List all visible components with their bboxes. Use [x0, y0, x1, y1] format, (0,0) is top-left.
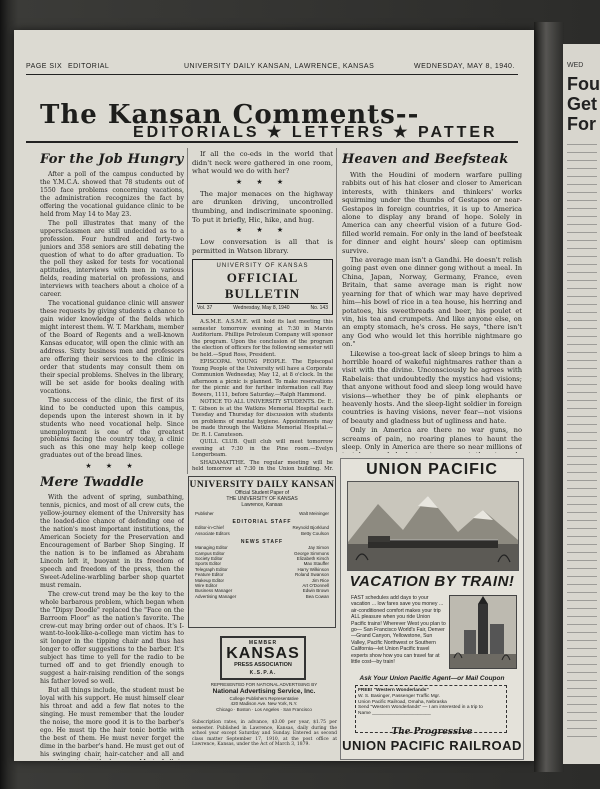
staff-person: Jim Rice: [311, 577, 329, 583]
page-title: The Kansan Comments--: [40, 100, 420, 130]
staff-role: Sports Editor: [195, 561, 222, 567]
bulletin-university: UNIVERSITY OF KANSAS: [216, 263, 309, 270]
press-association-logo: MEMBER KANSAS PRESS ASSOCIATION K.S.P.A.: [220, 636, 306, 680]
job-hungry-paragraph: After a poll of the campus conducted by the Y.M.C.A. showed that 78 students out of 1550 face problems concerning vacations, the administration recognizes the fact by offering the vocational guidance clinic to be held from May 14 to May 23.: [40, 171, 184, 218]
staff-masthead-box: [188, 476, 336, 628]
middle-paragraph: If all the co-eds in the world that didn't neck were gathered in one room, what would we do with her?: [192, 150, 333, 176]
column-rule: [336, 148, 337, 452]
title-rule: [26, 141, 518, 143]
staff-row: Associate Editors Betty Coulson: [195, 530, 329, 536]
heaven-paragraph: With the Houdini of modern warfare pulling rabbits out of his hat closer and closer to American interests, with thinkers and thinkers' works squirming under the thumbs of Gestapos or near-Gestapos in foreign countries, it is up to America alone to display any brand of hope. Solely in America can any cheerful vision of a future God-filled world remain. For only in the land of beefsteak for dinner and eight hours' sleep can optimism survive.: [342, 171, 522, 255]
staff-row: [189, 594, 335, 599]
staff-person: Jay Simon: [307, 545, 329, 551]
staff-row: Editor-in-Chief Reynold Bjorklund: [195, 525, 329, 531]
mere-twaddle-paragraph: With the advent of spring, sunbathing, tennis, picnics, and most of all crew cuts, the yellow-journey element of the University has the loaded-dice chance of defending one of the nation's most important institutions, the American Society for the Preservation and Encouragement of Barber Shop Singing. If the nation is to be inflamed as Abraham Lincoln left it, buoyant in its freedom of speech and freedom of the press, then the Sweet-Adeline-warbling barber shop quartet must remain.: [40, 494, 184, 589]
issue-date: WEDNESDAY, MAY 8, 1940.: [414, 63, 515, 70]
job-hungry-paragraph: The poll illustrates that many of the uppersclassmen are still undecided as to a profession. Four hundred and forty-two juniors and 358 seniors are still debating the question of what to do after graduation. To the poll they asked for tests for vocational aptitudes, interviews with men in various fields, reading material on professions, and interviews with teachers about a choice of a career.: [40, 219, 184, 299]
staff-person: Bea Cowan: [305, 593, 329, 599]
bulletin-item: A.S.M.E. A.S.M.E. will hold its last meeting this semester tomorrow evening at 7:30 in Marvin Auditorium. Phillips Petroleum Company will sponsor the program. Upon the conclusion of the program the election of officers for the following semester will be held.—Spud Ross, President.: [192, 319, 333, 358]
staff-role: Makeup Editor: [195, 577, 225, 583]
page-number: PAGE SIX: [26, 63, 63, 70]
heaven-paragraph: Only in America are there no war guns, no screams of pain, no roaring planes to haunt the sleep. Only in America are there so near millions of: [342, 426, 522, 451]
udk-subtitle: Official Student Paper of: [234, 490, 290, 496]
staff-role: Society Editor: [195, 556, 223, 562]
paper-name: UNIVERSITY DAILY KANSAN, LAWRENCE, KANSAS: [184, 63, 375, 70]
next-page-fragment: [563, 44, 600, 764]
page-subtitle: EDITORIALS ★ LETTERS ★ PATTER: [133, 124, 498, 141]
mere-twaddle-heading: Mere Twaddle: [40, 475, 144, 491]
union-pacific-ad: [340, 458, 524, 760]
job-hungry-heading: For the Job Hungry: [40, 152, 184, 167]
national-advertising-credit: REPRESENTED FOR NATIONAL ADVERTISING BY National Advertising Service, Inc. College Publishers Representative 420 Madison Ave. New York, N.Y. Chicago · Boston · Los Angeles · San Francisco: [210, 682, 318, 712]
city-tower-illustration: [449, 595, 517, 669]
staff-role: Campus Editor: [195, 550, 225, 556]
staff-role: Business Manager: [195, 588, 233, 594]
heaven-heading: Heaven and Beefsteak: [342, 152, 509, 167]
page-masthead: [26, 63, 518, 72]
middle-column: [192, 150, 333, 472]
ad-headline: VACATION BY TRAIN!: [349, 573, 515, 590]
column-rule: [187, 148, 188, 474]
heaven-paragraph: The average man isn't a Gandhi. He doesn't relish going past even one dinner gong without a meal. In China, Japan, Norway, Germany, France, even Britain, that same average man is right now yearning for that of which war may have deprived him—his bowl of rice in a tea house, his herring and potatoes, his sweetbreads and beer, his poulet et vin, his tea and crumpets. And like anyone else, on an empty stomach, he's cross. He says, "there isn't any God who would let this horrible nightmare go on.": [342, 256, 522, 349]
middle-paragraph: The major menaces on the highway are drunken driving, uncontrolled thumbing, and indiscriminate spooning. To put it briefly, Hic, hike, and hug.: [192, 189, 333, 224]
separator-stars: ★ ★ ★: [235, 177, 290, 186]
bulletin-item: EPISCOPAL YOUNG PEOPLE. The Episcopal Young People of the University will have a Corporate Communion Wednesday, May 12, at 8 o'clock. In the afternoon a picnic is planned. To make reservations for the picnic and for further information call Ray Bowers, 1111, before Saturday.—Ralph Hammond.: [192, 359, 333, 398]
next-page-text-lines: [567, 144, 597, 744]
staff-person: Art O'Donnell: [302, 583, 329, 589]
middle-paragraph: Low conversation is all that is permitted in Watson library.: [192, 238, 333, 255]
subscription-rates: Subscription rates, in advance, $3.00 per year, $1.75 per semester. Published in Lawrence, Kansas, daily during the school year except Saturday and Sunday. Entered as second class matter September 17, 1910, at the post office at Lawrence, Kansas, under the Act of March 3, 1879.: [192, 720, 337, 747]
bulletin-issue-line: Vol. 37 Wednesday, May 8, 1940 No. 143: [197, 305, 328, 312]
bulletin-item: QUILL CLUB. Quill club will meet tomorrow evening at 7:30 in the Pine room.—Evelyn Longerbeam.: [192, 439, 333, 459]
staff-heading: NEWS STAFF: [240, 539, 284, 546]
staff-person: George Simmons: [293, 550, 329, 556]
udk-title: UNIVERSITY DAILY KANSAN: [189, 480, 335, 490]
staff-role: Wire Editor: [195, 583, 218, 589]
bulletin-item: SHADAMATTHE. The regular meeting will be held tomorrow at 7:30 in the Union building. Mr.: [192, 459, 333, 472]
ad-call-to-action: Ask Your Union Pacific Agent—or Mail Coupon: [359, 675, 505, 682]
staff-role: Managing Editor: [195, 545, 228, 551]
job-hungry-paragraph: The vocational guidance clinic will answer these requests by giving students a chance to gain wider knowledge of the fields which might interest them. W. T. Markham, member of the Board of Regents and a well-known Kansas educator, will open the clinic with an address. Sixty business men and professors are offering their services to the clinic in order that students may consult them on their special problems. Shelves in the library, will be set aside for books dealing with vocations.: [40, 300, 184, 395]
page-binding: [534, 22, 564, 772]
staff-role: Advertising Manager: [195, 593, 237, 599]
bulletin-title: OFFICIAL BULLETIN: [224, 270, 301, 302]
ad-tagline: The Progressive: [391, 727, 473, 737]
mere-twaddle-paragraph: The crew-cut trend may be the key to the whole barbarous problem, which began when the "Dipsy Doodle" replaced the "Face on the Barroom Floor" as the nation's favorite. The crew-cut may bring order out of chaos. It's I-want-to-look-like-a-college man victim has to sit longer in the tipping chair and thus has longer to offer suggestions to the barber. It's subject has time to yell for the radio to be turned off and to get friendly enough to suggest a hair-raising rendition of the songs his father loved so well.: [40, 590, 184, 686]
staff-person: Max Stauffer: [303, 561, 329, 567]
next-page-headline: Fou Get For: [567, 74, 600, 134]
official-bulletin-header: [192, 259, 333, 315]
udk-subtitle: THE UNIVERSITY OF KANSAS: [226, 496, 298, 502]
staff-person: Roland Swanson: [294, 572, 329, 578]
right-column: [342, 148, 522, 453]
ad-brand-top: UNION PACIFIC: [366, 461, 498, 478]
job-hungry-paragraph: The success of the clinic, the first of its kind to be conducted upon this campus, depends upon the interest shown in it by students who need vocational help. Since unemployment is one of the greatest problems facing the country today, a clinic such as this one may help keep college graduates out of the bread lines.: [40, 396, 184, 460]
udk-subtitle: Lawrence, Kansas: [241, 502, 283, 508]
separator-stars: ★ ★ ★: [85, 462, 139, 471]
staff-heading: EDITORIAL STAFF: [232, 519, 292, 526]
mail-coupon: FREE! "Western Wonderlands" W. S. Basinger, Passenger Traffic Mgr. Union Pacific Railroad, Omaha, Nebraska Send "Western Wonderlands" — I am interested in a trip to Name ______________________: [355, 685, 507, 733]
staff-list: [189, 545, 335, 599]
left-column: [40, 148, 184, 760]
next-page-masthead: WED: [567, 62, 584, 69]
mountain-scene-illustration: [347, 481, 519, 571]
staff-person: Elizabeth Kirsch: [296, 556, 329, 562]
staff-person: Harry Wilkinson: [297, 566, 329, 572]
separator-stars: ★ ★ ★: [235, 226, 290, 235]
staff-row: Publisher Walt Meininger: [195, 511, 329, 516]
ad-body-text: FAST schedules add days to your vacation ... low fares save you money ... air-conditioned comfort makes your trip ALL pleasure when you ride Union Pacific trains! Wherever West you plan to go— San Francisco World's Fair, Denver—Grand Canyon, Yellowstone, Sun Valley, Pacific Northwest or Southern California—let Union Pacific travel experts show how you can travel far at little cost—by train!: [351, 595, 446, 666]
staff-role: Feature Editor: [195, 572, 224, 578]
staff-role: Telegraph Editor: [195, 566, 228, 572]
bulletin-item: NOTICE TO ALL UNIVERSITY STUDENTS. Dr. E. T. Gibson is at the Watkins Memorial Hospital each Tuesday and Thursday for discussion with students on problems of mental hygiene. Appointments may be made through the Watkins Memorial Hospital.—Dr. R. I. Canuteson.: [192, 399, 333, 438]
staff-person: Edwin Brown: [302, 588, 329, 594]
heaven-paragraph: Likewise a too-great lack of sleep brings to him a horrible hoard of wakeful nightmares rather than a visit with the divine. Unconsciously he agrees with Rabelais: that undoubtedly the mystics had visions; that anyone without food and sleep long would have visions—whether they be of pink elephants or heavenly hosts. And the sleep-light soldier in foreign countries is having visions, never fear—not visions of beauty and gladness but of ugliness and hate.: [342, 349, 522, 425]
mere-twaddle-paragraph: But all things include, the student must be loyal with his support. He must himself clear his throat and add a few flat notes to the singing. He must remember that the louder the noise, the more good it is to the barber's ego. He must tip the hair tonic bottle with the best of them. He must never forget the dime in the barber's hand. He must get out of his swinging chair, hair-catcher and all and: [40, 687, 184, 758]
masthead-rule: [26, 74, 518, 75]
ad-brand-bottom: UNION PACIFIC RAILROAD: [342, 738, 522, 753]
section-name: EDITORIAL: [68, 63, 110, 70]
